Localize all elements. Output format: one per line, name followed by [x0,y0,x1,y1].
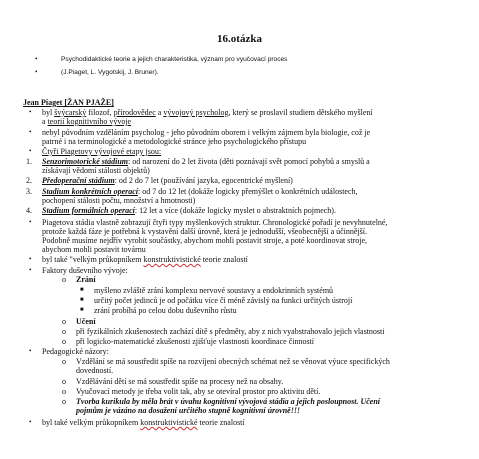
paragraph-2-cont: patrné i na terminologické a metodologické stránce jeho psychologického přístupu [42,137,307,146]
paragraph-2: nebyl původním vzděláním psycholog - jeho původním oborem i velkým zájmem byla biologie, což je [42,128,371,137]
section-heading: Jean Piaget [ŽAN PJAŽE] [23,98,114,107]
list-item: zrání probíhá po celou dobu duševního růstu [94,306,237,315]
bullet-icon: • [29,418,32,426]
paragraph-1-cont: a teorií kognitivního vývoje [42,117,132,126]
bullet-icon: • [29,147,32,155]
bullet-icon: • [35,68,38,76]
paragraph-1: byl švýcarský filozof, přírodovědec a vývojový psycholog, který se proslavil studiem dětského myšlení [42,108,373,117]
list-item: při fyzikálních zkušenostech zachází dítě s předměty, aby z nich vyabstrahovalo jejich vlastnosti [76,327,385,336]
bullet-icon: • [29,255,32,263]
stage-3: Stadium konkrétních operací: od 7 do 12 let (dokáže logicky přemýšlet o konkrétních událostech, [42,187,358,196]
circle-bullet-icon: o [62,377,66,386]
stage-number: 4. [26,206,32,215]
page-title: 16.otázka [217,33,262,45]
square-bullet-icon: ■ [80,307,84,313]
circle-bullet-icon: o [62,337,66,346]
list-item: Tvorba kurikula by měla brát v úvahu kognitivní vývojová stádia a jejich posloupnost. Učení [76,397,381,406]
list-item: Vzdělání se má soustředit spíše na rozvíjení obecných schémat než se věnovat výuce specifických [76,357,390,366]
paragraph-7: Pedagogické názory: [42,347,109,356]
paragraph-5: byl také "velkým průkopníkem konstruktivistické teorie znalostí [42,255,248,264]
bullet-icon: • [29,266,32,274]
list-item: určitý počet jedinců je od počátku více či méně závislý na funkci určitých ústrojí [94,296,353,305]
paragraph-3: Čtyři Piagetovy vývojové etapy jsou: [42,147,162,156]
intro-item-1: Psychodidaktické teorie a jejich charakteristika, význam pro vyučovací proces [61,56,288,63]
square-bullet-icon: ■ [80,287,84,293]
square-bullet-icon: ■ [80,297,84,303]
stage-1-cont: získávají vědomí stálosti objektů) [42,166,150,175]
circle-bullet-icon: o [62,275,66,284]
bullet-icon: • [35,55,38,63]
paragraph-4: Piagetova stádia vlastně zobrazují čtyři typy myšlenkových struktur. Chronologické pořadí je nevyhnutelné, [42,218,388,227]
stage-4: Stadium formálních operací: 12 let a více (dokáže logicky myslet o abstraktních pojmech). [42,206,336,215]
intro-item-2: (J.Piaget, L. Vygotskij, J. Bruner). [61,69,159,76]
list-item-cont: pojmům je vázáno na dosažení určitého stupně kognitivní úrovně!!! [76,406,301,415]
factor-label: Učení [76,317,96,326]
paragraph-6: Faktory duševního vývoje: [42,266,128,275]
stage-2: Předoperační stádium: od 2 do 7 let (používání jazyka, egocentrické myšlení) [42,176,293,185]
stage-1: Senzorimotorické stádium: od narození do 2 let života (děti poznávají svět pomocí pohybů a smyslů a [42,157,370,166]
circle-bullet-icon: o [62,357,66,366]
paragraph-4-cont: protože každá fáze je potřebná k vystavění další úrovně, která je jednodušší, všeobecnější a účinnější. [42,227,367,236]
circle-bullet-icon: o [62,397,66,406]
bullet-icon: • [29,218,32,226]
circle-bullet-icon: o [62,387,66,396]
list-item: při logicko-matematické zkušenosti zjišťuje vlastnosti koordinace činností [76,337,315,346]
stage-number: 2. [26,176,32,185]
list-item: myšleno zvláště zrání komplexu nervové soustavy a endokrinních systémů [94,286,334,295]
paragraph-4-cont: Podobně musíme nejdřív vyrobit součástky, abychom mohli postavit stroje, a poté koordinovat stroje, [42,236,367,245]
circle-bullet-icon: o [62,317,66,326]
list-item: Vyučovací metody je třeba volit tak, aby se otevíral prostor pro aktivitu dětí. [76,387,321,396]
circle-bullet-icon: o [62,327,66,336]
bullet-icon: • [29,347,32,355]
paragraph-8: byl také velkým průkopníkem konstruktivistické teorie znalostí [42,418,245,427]
stage-number: 1. [26,157,32,166]
stage-3-cont: pochopení stálosti počtu, množství a hmotnosti) [42,196,196,205]
paragraph-4-cont: abychom mohli postavit továrnu [42,245,146,254]
stage-number: 3. [26,187,32,196]
list-item-cont: dovedností. [76,366,114,375]
bullet-icon: • [29,108,32,116]
list-item: Vzdělávání dětí se má soustředit spíše na procesy než na obsahy. [76,377,284,386]
factor-label: Zrání [76,275,96,284]
bullet-icon: • [29,128,32,136]
